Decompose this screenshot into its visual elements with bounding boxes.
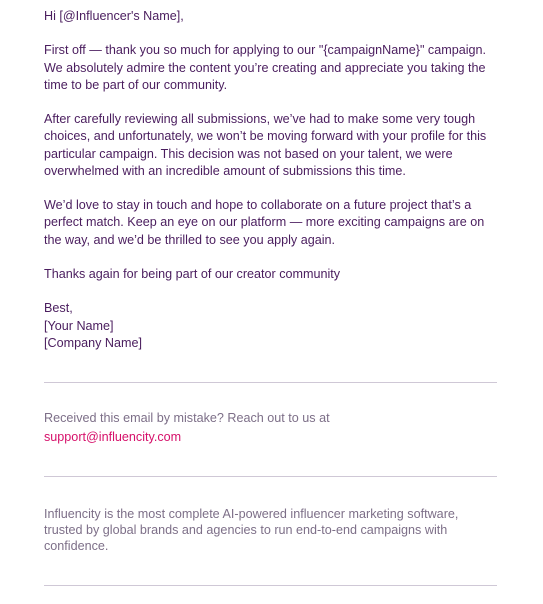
- mistake-text: Received this email by mistake? Reach out to us at: [44, 410, 330, 425]
- footer-help: [44, 409, 497, 447]
- paragraph-future: We’d love to stay in touch and hope to collaborate on a future project that’s a perfect match. Keep an eye on our platform — more exciting campaigns are on the way, and we’d be thrilled to see you apply again.: [44, 198, 485, 247]
- company-name: [Company Name]: [44, 335, 142, 350]
- footer-about: Influencity is the most complete AI-powered influencer marketing software, trusted by global brands and agencies to run end-to-end campaigns with confidence.: [44, 506, 459, 553]
- divider: [44, 476, 497, 477]
- paragraph-closing: Thanks again for being part of our creator community: [44, 266, 341, 281]
- divider: [44, 585, 497, 586]
- signature-block: [44, 300, 497, 352]
- paragraph-thanks: First off — thank you so much for applying to our "{campaignName}" campaign. We absolutely admire the content you’re creating and appreciate you taking the time to be part of our community.: [44, 43, 487, 92]
- email-content: [44, 8, 497, 352]
- support-email-link[interactable]: support@influencity.com: [44, 429, 182, 444]
- sender-name: [Your Name]: [44, 318, 114, 333]
- greeting: Hi [@Influencer's Name],: [44, 9, 184, 23]
- email-body: [44, 8, 497, 586]
- paragraph-decision: After carefully reviewing all submissions, we’ve had to make some very tough choices, and unfortunately, we won’t be moving forward with your profile for this particular campaign. This decision was not based on your talent, we were overwhelmed with an incredible amount of submissions this time.: [44, 112, 487, 178]
- signoff: Best,: [44, 301, 73, 316]
- divider: [44, 382, 497, 383]
